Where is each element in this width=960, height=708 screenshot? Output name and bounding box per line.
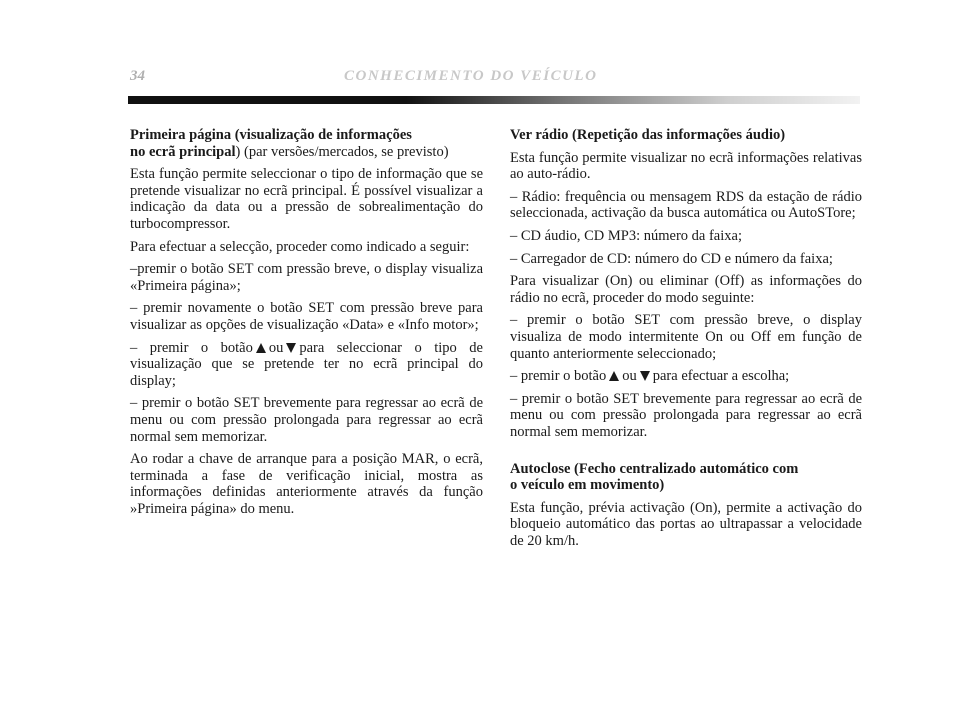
text-segment: para efectuar a escolha; (652, 368, 790, 385)
paragraph: – premir o botão SET com pressão breve, o display visualiza de modo intermitente On ou Off em função de quanto anteriormente seleccionado; (510, 312, 862, 362)
heading-line-1: Primeira página (visualização de informações (130, 127, 412, 143)
section-heading-first-page (130, 127, 483, 160)
paragraph: Ao rodar a chave de arranque para a posição MAR, o ecrã, terminada a fase de verificação inicial, mostra as informações definidas anteriormente através da função »Primeira página» do menu. (130, 451, 483, 517)
section-spacer (510, 447, 862, 461)
paragraph-with-arrows (510, 368, 862, 385)
up-arrow-icon (256, 343, 266, 353)
paragraph: – premir novamente o botão SET com pressão breve para visualizar as opções de visualização «Data» e «Info motor»; (130, 300, 483, 333)
text-segment: – premir o botão (510, 368, 607, 385)
text-segment: ou (622, 368, 637, 385)
page-header (130, 68, 860, 88)
right-column (510, 127, 862, 555)
left-column (130, 127, 483, 523)
heading-line-2-rest: ) (par versões/mercados, se previsto) (235, 143, 449, 160)
text-segment: para seleccionar o tipo de visualização que se pretende ter no ecrã principal do display; (130, 339, 483, 389)
paragraph: – Rádio: frequência ou mensagem RDS da estação de rádio seleccionada, activação da busca automática ou AutoSTore; (510, 188, 862, 222)
paragraph-with-arrows (130, 340, 483, 390)
heading-line-2 (130, 144, 483, 161)
paragraph: Esta função permite visualizar no ecrã informações relativas ao auto-rádio. (510, 149, 862, 183)
section-heading-radio: Ver rádio (Repetição das informações áudio) (510, 127, 786, 143)
down-arrow-icon (286, 343, 296, 353)
paragraph: Para efectuar a selecção, proceder como indicado a seguir: (130, 238, 470, 255)
paragraph: –premir o botão SET com pressão breve, o display visualiza «Primeira página»; (130, 261, 483, 294)
heading-line-2: o veículo em movimento) (510, 477, 665, 494)
section-heading-autoclose (510, 461, 862, 494)
paragraph: – premir o botão SET brevemente para regressar ao ecrã de menu ou com pressão prolongada para regressar ao ecrã normal sem memorizar. (130, 395, 483, 445)
paragraph: – premir o botão SET brevemente para regressar ao ecrã de menu ou com pressão prolongada para regressar ao ecrã normal sem memorizar. (510, 390, 862, 440)
down-arrow-icon (640, 371, 650, 381)
paragraph: Esta função, prévia activação (On), permite a activação do bloqueio automático das portas ao ultrapassar a velocidade de 20 km/h. (510, 499, 862, 549)
text-segment: ou (268, 339, 284, 356)
paragraph: – CD áudio, CD MP3: número da faixa; (510, 227, 742, 244)
chapter-title: CONHECIMENTO DO VEÍCULO (344, 68, 598, 84)
paragraph: Para visualizar (On) ou eliminar (Off) as informações do rádio no ecrã, proceder do modo seguinte: (510, 273, 862, 306)
text-segment: – premir o botão (130, 339, 253, 356)
paragraph: – Carregador de CD: número do CD e número da faixa; (510, 250, 833, 267)
header-rule (128, 96, 860, 104)
paragraph: Esta função permite seleccionar o tipo de informação que se pretende visualizar no ecrã principal. É possível visualizar a indicação da data ou a pressão de sobrealimentação do turbocompressor. (130, 166, 483, 232)
page-number: 34 (130, 68, 145, 84)
heading-line-1: Autoclose (Fecho centralizado automático com (510, 460, 799, 477)
up-arrow-icon (609, 371, 619, 381)
heading-line-2-bold: no ecrã principal (130, 143, 236, 160)
